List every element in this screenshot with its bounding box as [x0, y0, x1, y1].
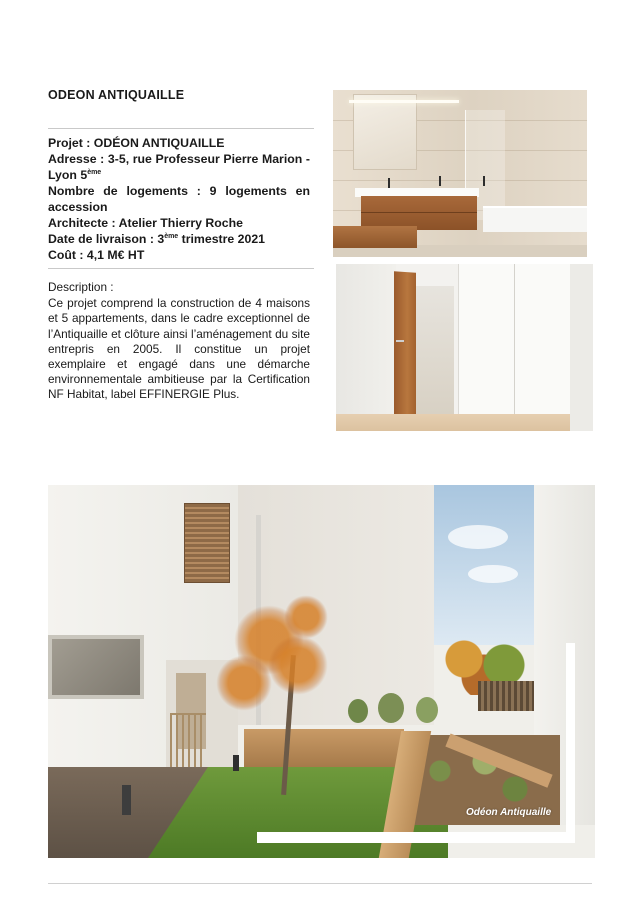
garden-photo	[48, 485, 595, 858]
light-strip-shape	[349, 100, 459, 103]
description-text: Ce projet comprend la construction de 4 maisons et 5 appartements, dans le cadre exceptionnel de l’Antiquaille et clôture ainsi l’aménagement du site entrepris en 2005. Il constitue un projet exemplaire et engagé dans une démarche environnementale ambitieuse par la Certification NF Habitat, label EFFINERGIE Plus.	[48, 296, 310, 402]
hallway-photo	[336, 264, 593, 431]
planter-shape	[244, 729, 404, 767]
project-housing-count: Nombre de logements : 9 logements en accession	[48, 184, 310, 214]
photo-caption: Odéon Antiquaille	[466, 807, 552, 818]
project-cost: Coût : 4,1 M€ HT	[48, 248, 145, 262]
shutter-shape	[184, 503, 230, 583]
gate-shape	[170, 713, 206, 767]
bathroom-photo	[333, 90, 587, 257]
description-label: Description :	[48, 280, 114, 294]
frame-accent-horizontal	[257, 832, 575, 843]
door-handle-shape	[396, 340, 404, 342]
wood-door-shape	[394, 271, 416, 419]
footer-divider	[48, 883, 592, 884]
vanity-shape	[361, 196, 477, 230]
project-delivery-date: Date de livraison : 3ème trimestre 2021	[48, 232, 266, 246]
page-title: ODEON ANTIQUAILLE	[48, 88, 185, 102]
doorway-shape	[416, 286, 454, 414]
middle-divider	[48, 268, 314, 269]
bollard-shape	[122, 785, 131, 815]
frame-accent-vertical	[566, 643, 575, 843]
project-address: Adresse : 3-5, rue Professeur Pierre Marion - Lyon 5ème	[48, 152, 310, 182]
project-info	[48, 135, 310, 263]
window-shape	[48, 635, 144, 699]
mirror-shape	[353, 94, 417, 170]
wood-floor-shape	[336, 414, 570, 431]
bathtub-shape	[483, 206, 587, 232]
project-name: Projet : ODÉON ANTIQUAILLE	[48, 136, 225, 150]
wood-bench-shape	[333, 226, 417, 248]
project-architect: Architecte : Atelier Thierry Roche	[48, 216, 243, 230]
project-description	[48, 280, 310, 403]
top-divider	[48, 128, 314, 129]
